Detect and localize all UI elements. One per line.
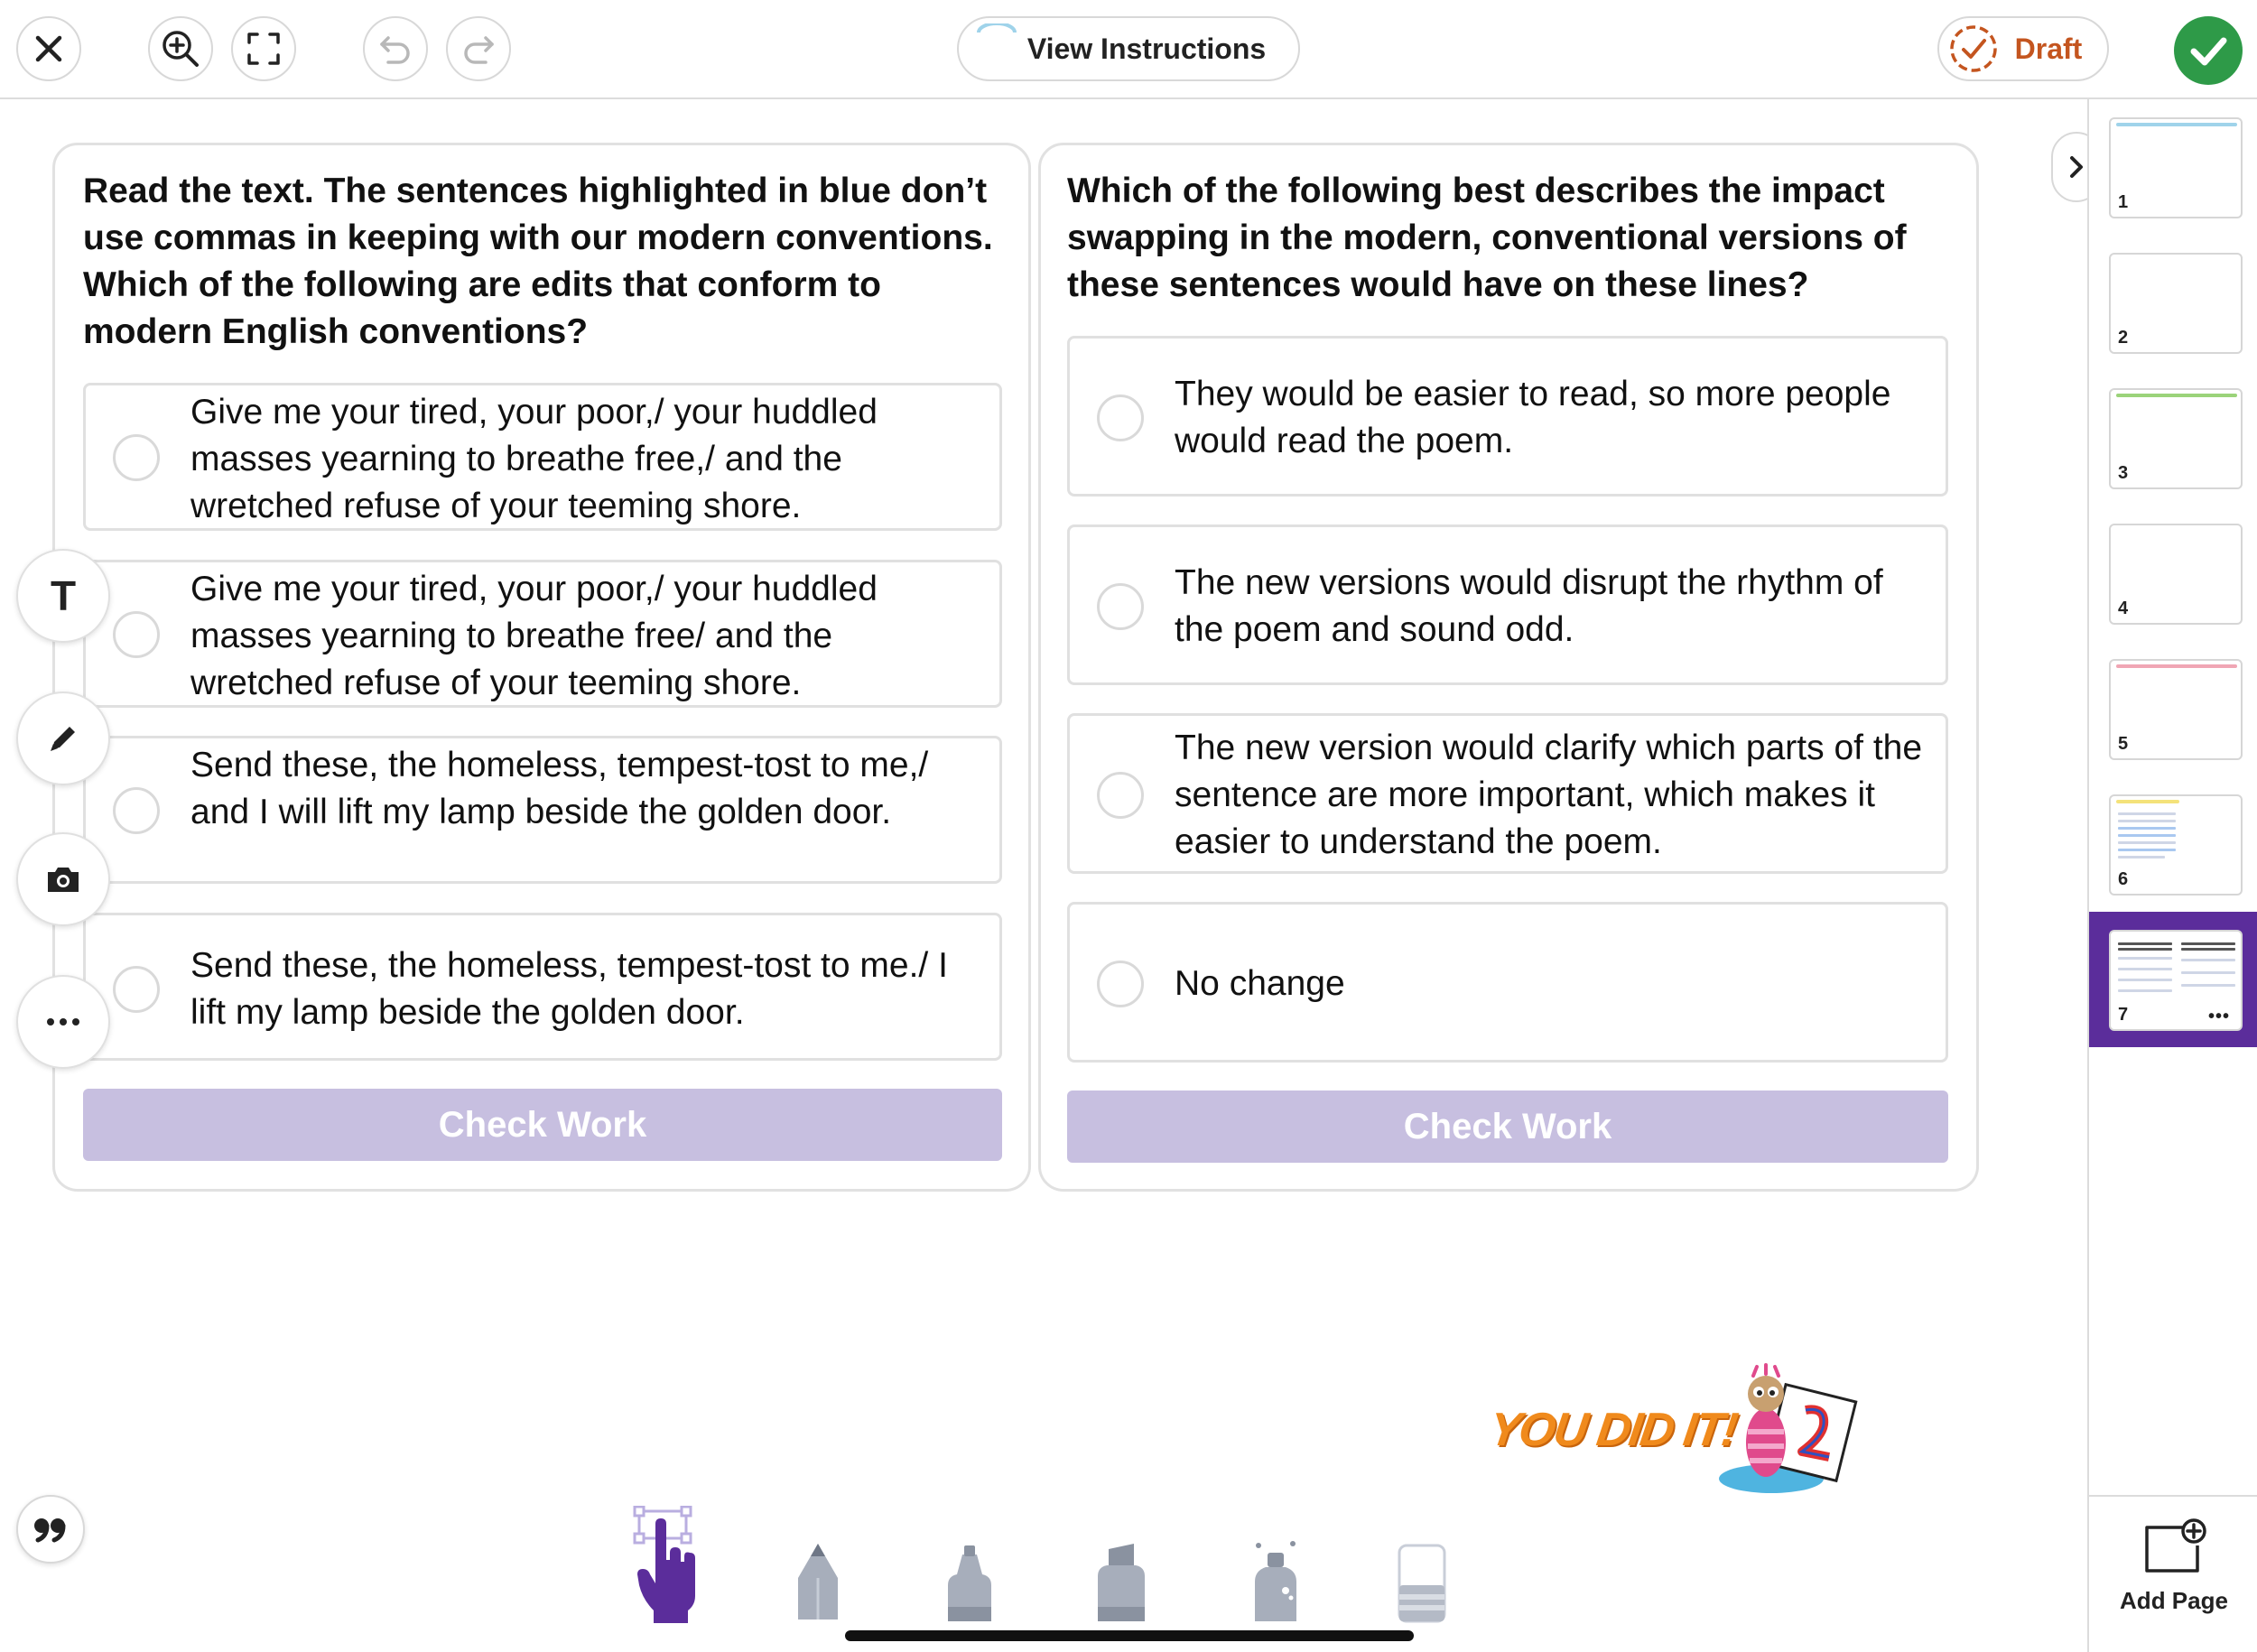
page-number: 2 (2118, 328, 2129, 348)
home-indicator (845, 1630, 1414, 1641)
close-button[interactable] (16, 16, 81, 81)
sticker-text: YOU DID IT! (1485, 1404, 1740, 1456)
checkmark-icon (2186, 28, 2231, 73)
redo-icon (460, 31, 497, 67)
zoom-in-icon (160, 28, 201, 70)
page-thumbnail-4[interactable] (2109, 524, 2243, 625)
undo-button[interactable] (363, 16, 428, 81)
add-page-button[interactable] (2089, 1508, 2257, 1643)
you-did-it-sticker (1485, 1363, 1869, 1499)
page-thumbnails-sidebar (2087, 99, 2257, 1652)
zoom-in-button[interactable] (148, 16, 213, 81)
option-text: Give me your tired, your poor,/ your huddled masses yearning to breathe free,/ and the wretched refuse of your teeming shore. (190, 393, 878, 525)
option-text: They would be easier to read, so more people would read the poem. (1175, 375, 1891, 460)
submit-done-button[interactable] (2174, 16, 2243, 85)
thumbnail-text-line (2118, 942, 2172, 945)
page-number: 4 (2118, 599, 2129, 618)
draft-button[interactable] (1937, 16, 2109, 81)
thumbnail-text-line (2181, 959, 2235, 961)
add-page-label: Add Page (2120, 1587, 2228, 1614)
left-option-4[interactable] (83, 913, 1002, 1061)
text-tool-icon: T (50, 572, 77, 619)
thumbnail-header-bar (2116, 394, 2237, 397)
thumbnail-text-line (2118, 957, 2172, 960)
top-toolbar (0, 0, 2257, 99)
thumbnail-text-line (2118, 849, 2176, 851)
page-number: 6 (2118, 869, 2129, 889)
option-text: The new versions would disrupt the rhythm of the poem and sound odd. (1175, 563, 1883, 649)
thumbnail-header-bar (2116, 664, 2237, 668)
radio-button[interactable] (113, 787, 160, 834)
page-thumbnail-3[interactable] (2109, 388, 2243, 489)
right-option-4[interactable] (1067, 902, 1948, 1063)
page-number: 7 (2118, 1005, 2129, 1025)
thumbnail-text-line (2181, 984, 2235, 987)
page-thumbnail-7[interactable] (2109, 930, 2243, 1031)
left-question-text: Read the text. The sentences highlighted in blue don’t use commas in keeping with our modern conventions. Which of the following are edits that conform to modern English conventions? (83, 172, 993, 351)
page-thumbnail-5[interactable] (2109, 659, 2243, 760)
option-text: The new version would clarify which parts of the sentence are more important, which makes it easier to understand the poem. (1175, 729, 1923, 861)
camera-button[interactable] (16, 832, 110, 926)
thumbnail-text-line (2118, 979, 2172, 981)
thumbnail-text-line (2118, 812, 2176, 815)
page-number: 3 (2118, 463, 2129, 483)
camera-icon (44, 863, 82, 896)
thumbnail-text-line (2118, 989, 2172, 992)
draft-status-icon (1948, 23, 1999, 74)
thumbnail-header-bar (2116, 800, 2179, 803)
radio-button[interactable] (113, 434, 160, 481)
thumbnail-text-line (2181, 971, 2235, 974)
option-text: Send these, the homeless, tempest-tost to me,/ and I will lift my lamp beside the golden door. (190, 746, 929, 831)
quote-icon (33, 1515, 69, 1544)
right-option-3[interactable] (1067, 713, 1948, 874)
thumbnail-text-line (2118, 841, 2176, 844)
add-page-divider (2089, 1495, 2257, 1497)
chevron-right-icon (2067, 153, 2085, 181)
page-number: 5 (2118, 734, 2129, 754)
radio-button[interactable] (1097, 961, 1144, 1007)
thumbnail-text-line (2181, 942, 2235, 945)
eraser-tool[interactable] (1396, 1544, 1448, 1623)
fullscreen-button[interactable] (231, 16, 296, 81)
add-page-icon (2143, 1518, 2206, 1576)
thumbnail-text-line (2118, 827, 2176, 830)
left-option-3[interactable] (83, 736, 1002, 884)
option-text: No change (1175, 964, 1345, 1003)
radio-button[interactable] (113, 966, 160, 1013)
view-instructions-label: View Instructions (1026, 32, 1267, 65)
thumbnail-text-line (2181, 948, 2235, 951)
fullscreen-icon (246, 32, 281, 66)
view-instructions-button[interactable] (957, 16, 1300, 81)
radio-button[interactable] (113, 611, 160, 658)
thumbnail-text-line (2118, 856, 2165, 858)
radio-button[interactable] (1097, 583, 1144, 630)
option-text: Send these, the homeless, tempest-tost to me./ I lift my lamp beside the golden door. (190, 946, 948, 1032)
pen-tool-button[interactable] (16, 691, 110, 785)
thumbnail-text-line (2118, 834, 2176, 837)
marker-tool[interactable] (943, 1544, 997, 1623)
pencil-icon (45, 720, 81, 756)
option-text: Give me your tired, your poor,/ your huddled masses yearning to breathe free/ and the wretched refuse of your teeming shore. (190, 570, 878, 702)
radio-button[interactable] (1097, 394, 1144, 441)
instructions-icon (977, 23, 1017, 34)
cartoon-character-icon (1708, 1363, 1862, 1499)
highlighter-tool[interactable] (1092, 1542, 1150, 1623)
more-icon (45, 1017, 81, 1026)
right-question-text: Which of the following best describes the impact swapping in the modern, conventional versions of these sentences would have on these lines? (1067, 172, 1907, 304)
active-page-highlight (2089, 912, 2257, 1047)
page-thumbnail-2[interactable] (2109, 253, 2243, 354)
radio-button[interactable] (1097, 772, 1144, 819)
select-hand-tool[interactable] (632, 1506, 704, 1623)
quote-button[interactable] (16, 1495, 85, 1564)
thumbnail-text-line (2118, 968, 2172, 970)
left-check-work-button[interactable]: Check Work (83, 1089, 1002, 1161)
draft-label: Draft (2014, 32, 2083, 65)
thumbnail-text-line (2118, 948, 2172, 951)
spray-tool[interactable] (1246, 1538, 1305, 1623)
close-icon (33, 33, 64, 64)
right-option-1[interactable] (1067, 336, 1948, 497)
right-option-2[interactable] (1067, 524, 1948, 685)
thumbnail-header-bar (2116, 123, 2237, 126)
page-options-button[interactable]: ••• (2207, 1007, 2230, 1026)
undo-icon (377, 31, 413, 67)
more-tools-button[interactable] (16, 975, 110, 1069)
left-option-2[interactable] (83, 560, 1002, 708)
redo-button[interactable] (446, 16, 511, 81)
right-check-work-button[interactable]: Check Work (1067, 1091, 1948, 1163)
pencil-tool[interactable] (791, 1542, 845, 1623)
text-tool-button[interactable] (16, 549, 110, 643)
page-number: 1 (2118, 192, 2129, 212)
page-thumbnail-6[interactable] (2109, 794, 2243, 896)
thumbnail-text-line (2118, 820, 2176, 822)
page-thumbnail-1[interactable] (2109, 117, 2243, 218)
left-option-1[interactable] (83, 383, 1002, 531)
